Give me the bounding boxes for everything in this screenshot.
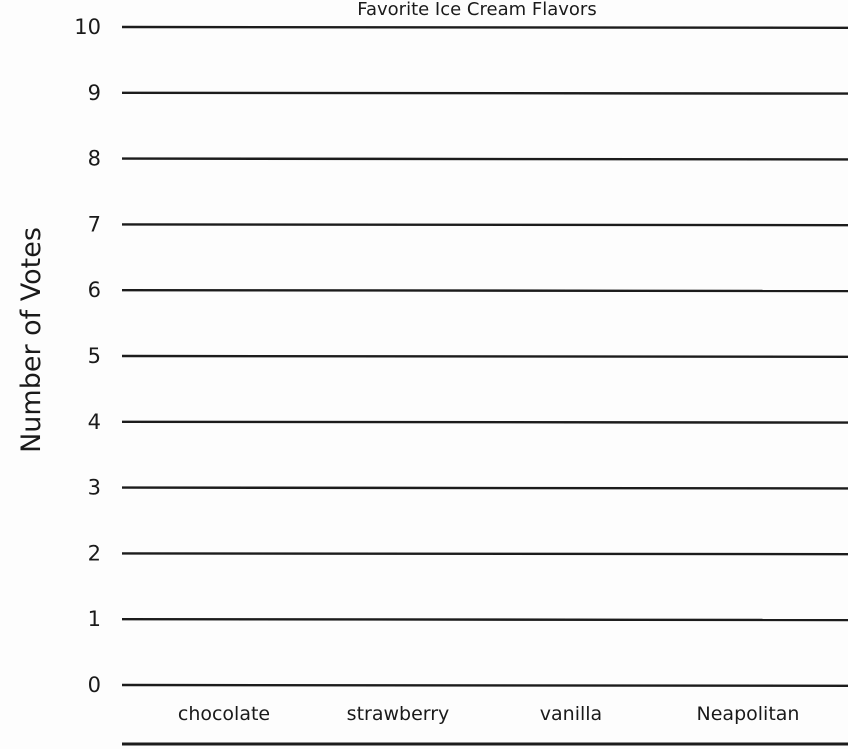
chart-title: Favorite Ice Cream Flavors <box>357 0 597 20</box>
gridlines <box>122 27 848 744</box>
y-tick-label: 6 <box>87 278 101 303</box>
gridline-0 <box>122 685 848 686</box>
category-label-strawberry: strawberry <box>346 703 450 725</box>
y-tick-label: 1 <box>87 607 101 632</box>
gridline-3 <box>122 488 848 489</box>
gridline-8 <box>122 159 848 160</box>
y-tick-label: 5 <box>87 344 101 368</box>
category-label-chocolate: chocolate <box>177 703 271 725</box>
gridline-4 <box>122 422 848 423</box>
y-tick-label: 9 <box>87 80 101 105</box>
gridline-9 <box>122 93 848 94</box>
y-tick-label: 7 <box>87 212 101 237</box>
category-label-vanilla: vanilla <box>539 703 603 725</box>
y-tick-label: 10 <box>74 15 101 39</box>
y-tick-label: 2 <box>87 541 101 566</box>
gridline-6 <box>122 290 848 291</box>
gridline-5 <box>122 356 848 357</box>
gridline-7 <box>122 224 848 225</box>
category-label-neapolitan: Neapolitan <box>696 703 800 725</box>
gridline-10 <box>122 27 848 28</box>
y-axis-label: Number of Votes <box>16 227 47 453</box>
gridline-1 <box>122 619 848 620</box>
y-tick-label: 0 <box>87 673 101 697</box>
y-tick-label: 8 <box>87 146 101 171</box>
category-labels <box>178 703 800 725</box>
gridline-2 <box>122 553 848 554</box>
y-tick-label: 3 <box>87 475 101 500</box>
y-tick-labels <box>74 15 101 697</box>
y-tick-label: 4 <box>87 409 101 434</box>
